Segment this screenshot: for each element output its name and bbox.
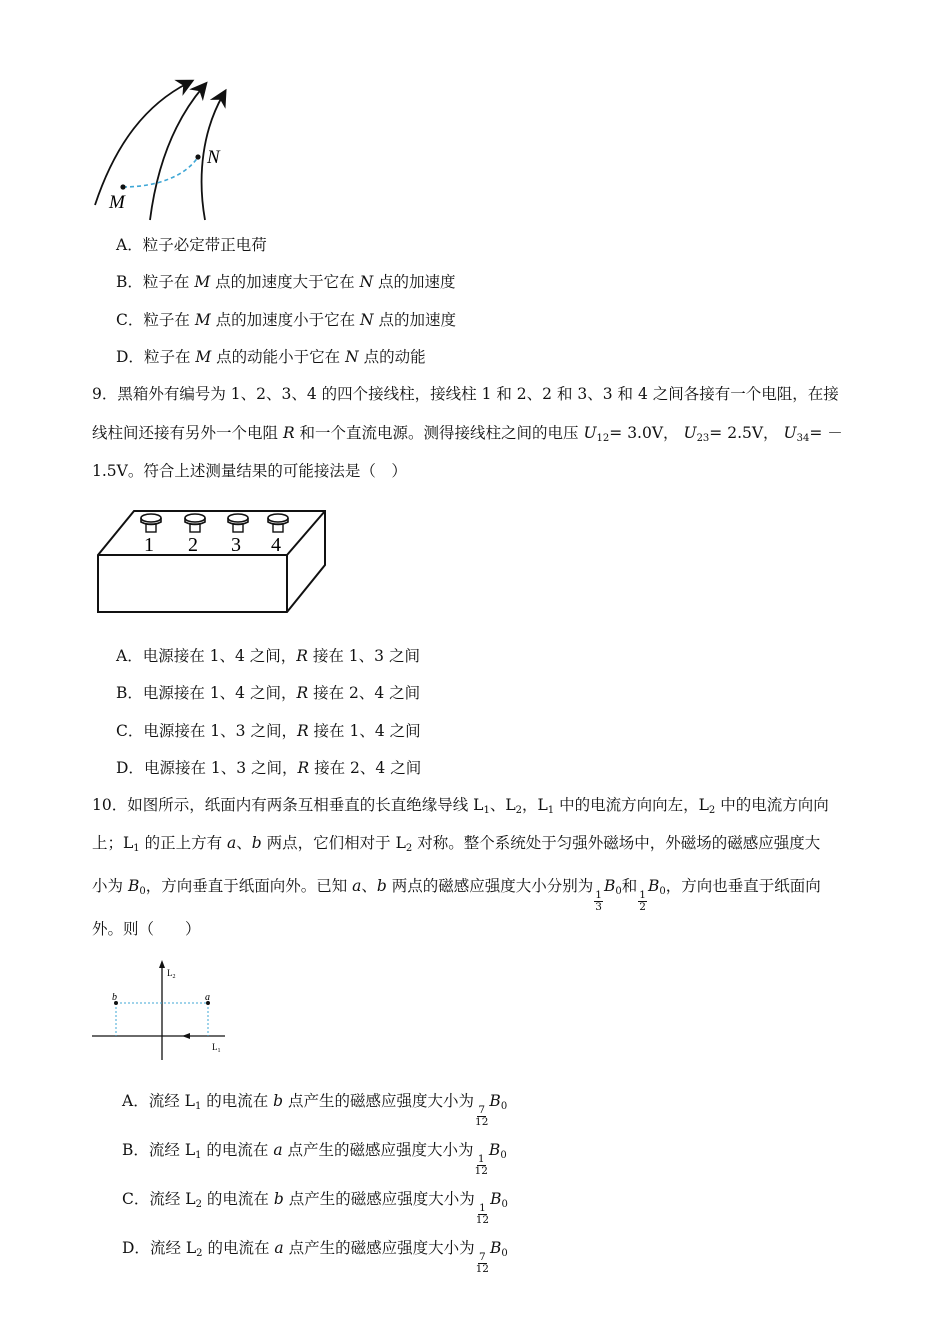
q9-option-c: C．电源接在 1、3 之间，R 接在 1、4 之间 [116,722,421,740]
black-box-figure [92,503,332,618]
terminal-label-3: 3 [231,534,241,556]
wires-figure [90,958,235,1063]
q8-option-c: C．粒子在 M 点的加速度小于它在 N 点的加速度 [116,311,457,329]
terminal-1 [141,514,161,532]
label-b: b [112,992,117,1003]
label-M: M [109,192,125,213]
field-lines-figure [85,75,245,225]
q10-option-c: C．流经 $L_2$ 的电流在 b 点产生的磁感应强度大小为 $\frac{1}{12}$ $B_0$ [122,1190,508,1226]
q10-stem-line2: 上；$L_1$ 的正上方有 a、b 两点，它们相对于 $L_2$ 对称。整个系统处于匀强外磁场中，外磁场的磁感应强度大 [92,834,821,854]
q8-option-d: D．粒子在 M 点的动能小于它在 N 点的动能 [116,348,426,366]
point-M [120,184,125,189]
q10-stem-line4: 外。则（ ） [92,920,201,938]
q9-option-b: B．电源接在 1、4 之间，R 接在 2、4 之间 [116,684,421,702]
q10-option-a: A．流经 $L_1$ 的电流在 b 点产生的磁感应强度大小为 $\frac{7}{12}$ $B_0$ [122,1092,508,1128]
label-L2: $L_2$ [167,968,176,980]
q8-option-a: A．粒子必定带正电荷 [116,236,267,254]
q10-option-b: B．流经 $L_1$ 的电流在 a 点产生的磁感应强度大小为 $\frac{1}{12}$ $B_0$ [122,1141,507,1177]
q8-option-b: B．粒子在 M 点的加速度大于它在 N 点的加速度 [116,273,456,291]
q9-option-a: A．电源接在 1、4 之间，R 接在 1、3 之间 [116,647,420,665]
terminal-4 [268,514,288,532]
terminal-label-2: 2 [188,534,198,556]
field-line-2 [150,87,203,220]
label-L1: $L_1$ [212,1042,221,1054]
point-N [195,154,200,159]
fraction-b: $\frac{1}{12}$ [474,1153,488,1177]
trajectory [123,157,198,187]
fraction-one-half: $\frac{1}{2}$ [639,889,646,913]
field-line-1 [95,83,188,205]
terminal-label-1: 1 [144,534,154,556]
q9-stem-line1: 9．黑箱外有编号为 1、2、3、4 的四个接线柱，接线柱 1 和 2、2 和 3、3 和 4 之间各接有一个电阻，在接 [92,385,839,403]
fraction-d: $\frac{7}{12}$ [475,1251,489,1275]
fraction-a: $\frac{7}{12}$ [475,1104,489,1128]
terminal-2 [185,514,205,532]
q9-stem-line2: 线柱间还接有另外一个电阻 R 和一个直流电源。测得接线柱之间的电压 $U_{12}= 3.0V$， $U_{23}= 2.5V$， $U_{34}=$ － [92,424,843,444]
terminal-3 [228,514,248,532]
q10-stem-line3: 小为 $B_0$，方向垂直于纸面向外。已知 a、b 两点的磁感应强度大小分别为 $\frac{1}{3}$ $B_0$和 $\frac{1}{2}$ $B_0$，方向也垂直于纸面向 [92,877,821,913]
q10-stem-line1: 10．如图所示，纸面内有两条互相垂直的长直绝缘导线 $L_1$、$L_2$，$L_1$ 中的电流方向向左，$L_2$ 中的电流方向向 [92,796,829,816]
q9-option-d: D．电源接在 1、3 之间，R 接在 2、4 之间 [116,759,422,777]
q9-stem-line3: 1.5V。符合上述测量结果的可能接法是（ ） [92,462,407,480]
terminal-label-4: 4 [271,534,281,556]
q10-option-d: D．流经 $L_2$ 的电流在 a 点产生的磁感应强度大小为 $\frac{7}{12}$ $B_0$ [122,1239,508,1275]
fraction-c: $\frac{1}{12}$ [475,1202,490,1226]
label-N: N [207,147,220,168]
label-a: a [205,992,210,1003]
fraction-one-third: $\frac{1}{3}$ [595,889,602,913]
